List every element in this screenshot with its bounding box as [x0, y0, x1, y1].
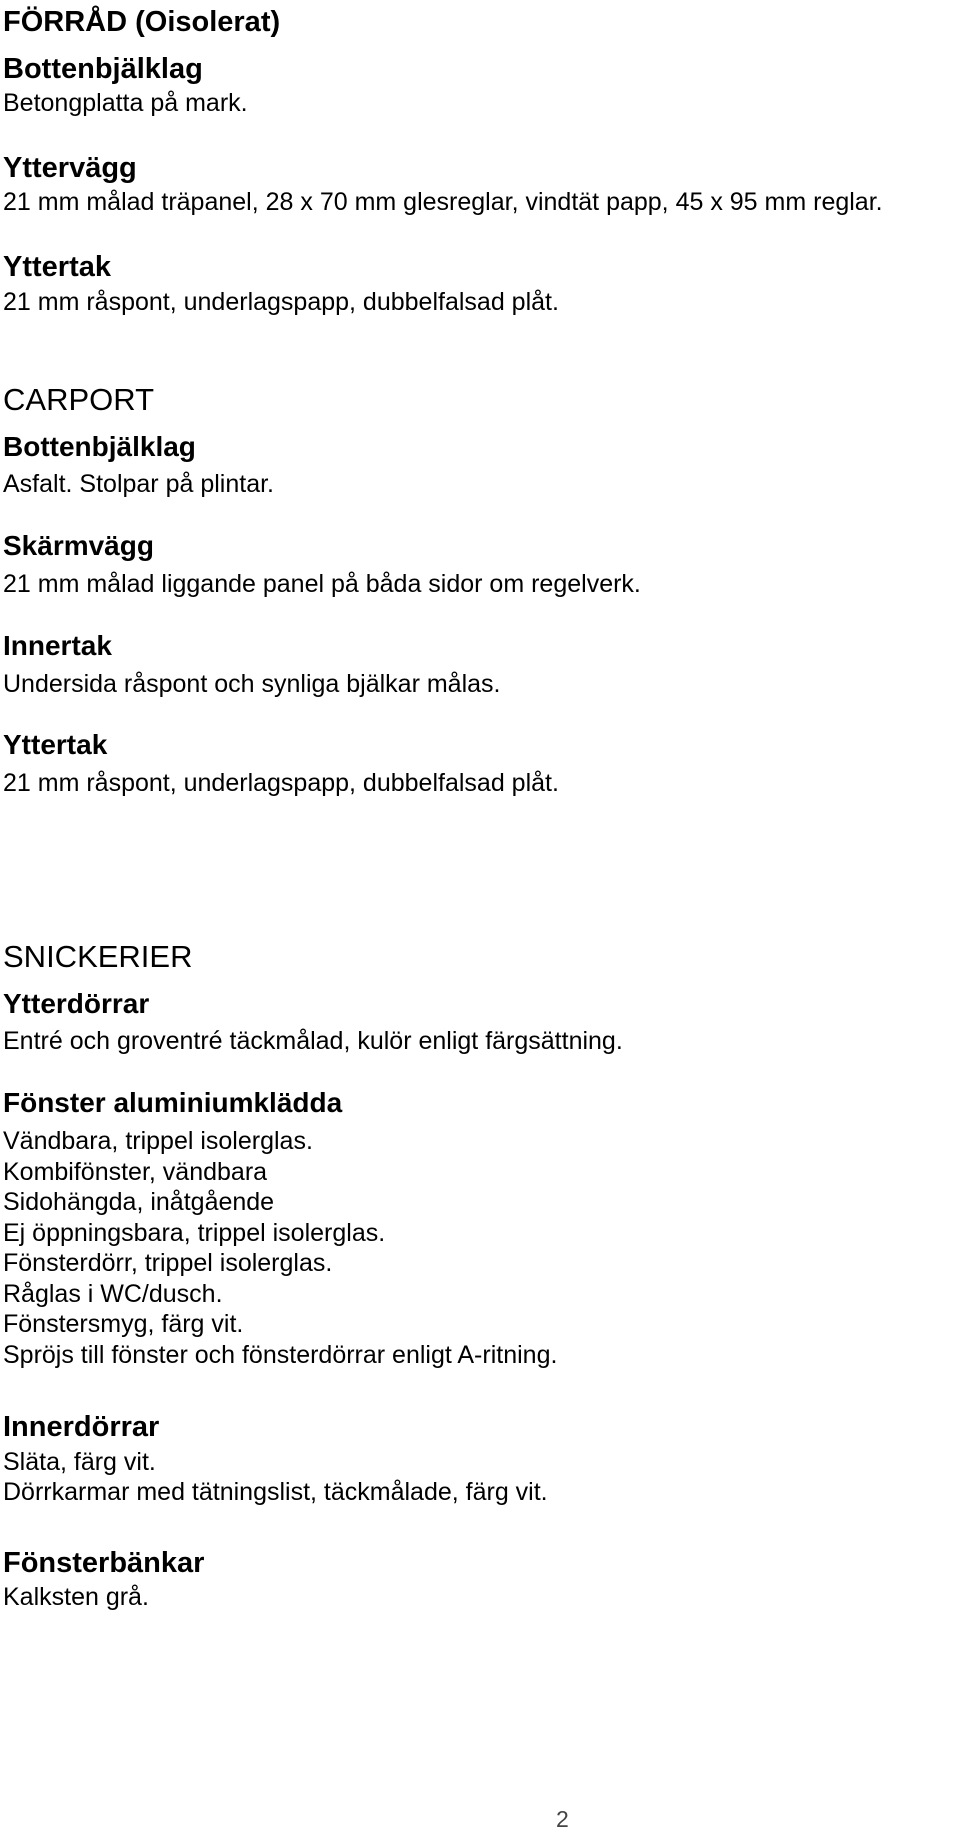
fonster-line: Sidohängda, inåtgående — [3, 1188, 275, 1216]
heading-yttertak: Yttertak — [3, 251, 111, 283]
fonster-line: Spröjs till fönster och fönsterdörrar enligt A-ritning. — [3, 1341, 558, 1369]
fonster-line: Fönstersmyg, färg vit. — [3, 1310, 244, 1338]
heading-carport-yttertak: Yttertak — [3, 729, 108, 760]
text-ytterdorrar: Entré och groventré täckmålad, kulör enligt färgsättning. — [3, 1027, 623, 1055]
fonster-line: Råglas i WC/dusch. — [3, 1280, 223, 1308]
text-fonsterbankar: Kalksten grå. — [3, 1583, 149, 1611]
section-title-carport: CARPORT — [3, 382, 155, 417]
heading-skarmvagg: Skärmvägg — [3, 530, 154, 561]
heading-ytterdorrar: Ytterdörrar — [3, 988, 150, 1019]
heading-yttervagg: Yttervägg — [3, 152, 137, 184]
text-carport-bottenbjalklag: Asfalt. Stolpar på plintar. — [3, 470, 274, 498]
text-yttervagg: 21 mm målad träpanel, 28 x 70 mm glesreglar, vindtät papp, 45 x 95 mm reglar. — [3, 188, 883, 216]
heading-innertak: Innertak — [3, 630, 112, 661]
fonster-line: Ej öppningsbara, trippel isolerglas. — [3, 1219, 386, 1247]
section-title-snickerier: SNICKERIER — [3, 939, 193, 974]
heading-carport-bottenbjalklag: Bottenbjälklag — [3, 431, 196, 462]
page-number: 2 — [556, 1806, 569, 1832]
innerdorrar-line: Dörrkarmar med tätningslist, täckmålade, färg vit. — [3, 1478, 548, 1506]
heading-bottenbjalklag: Bottenbjälklag — [3, 53, 203, 85]
text-yttertak: 21 mm råspont, underlagspapp, dubbelfalsad plåt. — [3, 288, 559, 316]
fonster-line: Kombifönster, vändbara — [3, 1158, 268, 1186]
section-title-forrad: FÖRRÅD (Oisolerat) — [3, 6, 281, 38]
text-innertak: Undersida råspont och synliga bjälkar målas. — [3, 670, 501, 698]
text-bottenbjalklag: Betongplatta på mark. — [3, 89, 248, 117]
fonster-line: Vändbara, trippel isolerglas. — [3, 1127, 313, 1155]
text-skarmvagg: 21 mm målad liggande panel på båda sidor om regelverk. — [3, 570, 641, 598]
text-carport-yttertak: 21 mm råspont, underlagspapp, dubbelfalsad plåt. — [3, 769, 559, 797]
heading-innerdorrar: Innerdörrar — [3, 1411, 160, 1443]
fonster-line: Fönsterdörr, trippel isolerglas. — [3, 1249, 333, 1277]
innerdorrar-line: Släta, färg vit. — [3, 1448, 156, 1476]
heading-fonsterbankar: Fönsterbänkar — [3, 1547, 205, 1579]
heading-fonster: Fönster aluminiumklädda — [3, 1087, 343, 1118]
